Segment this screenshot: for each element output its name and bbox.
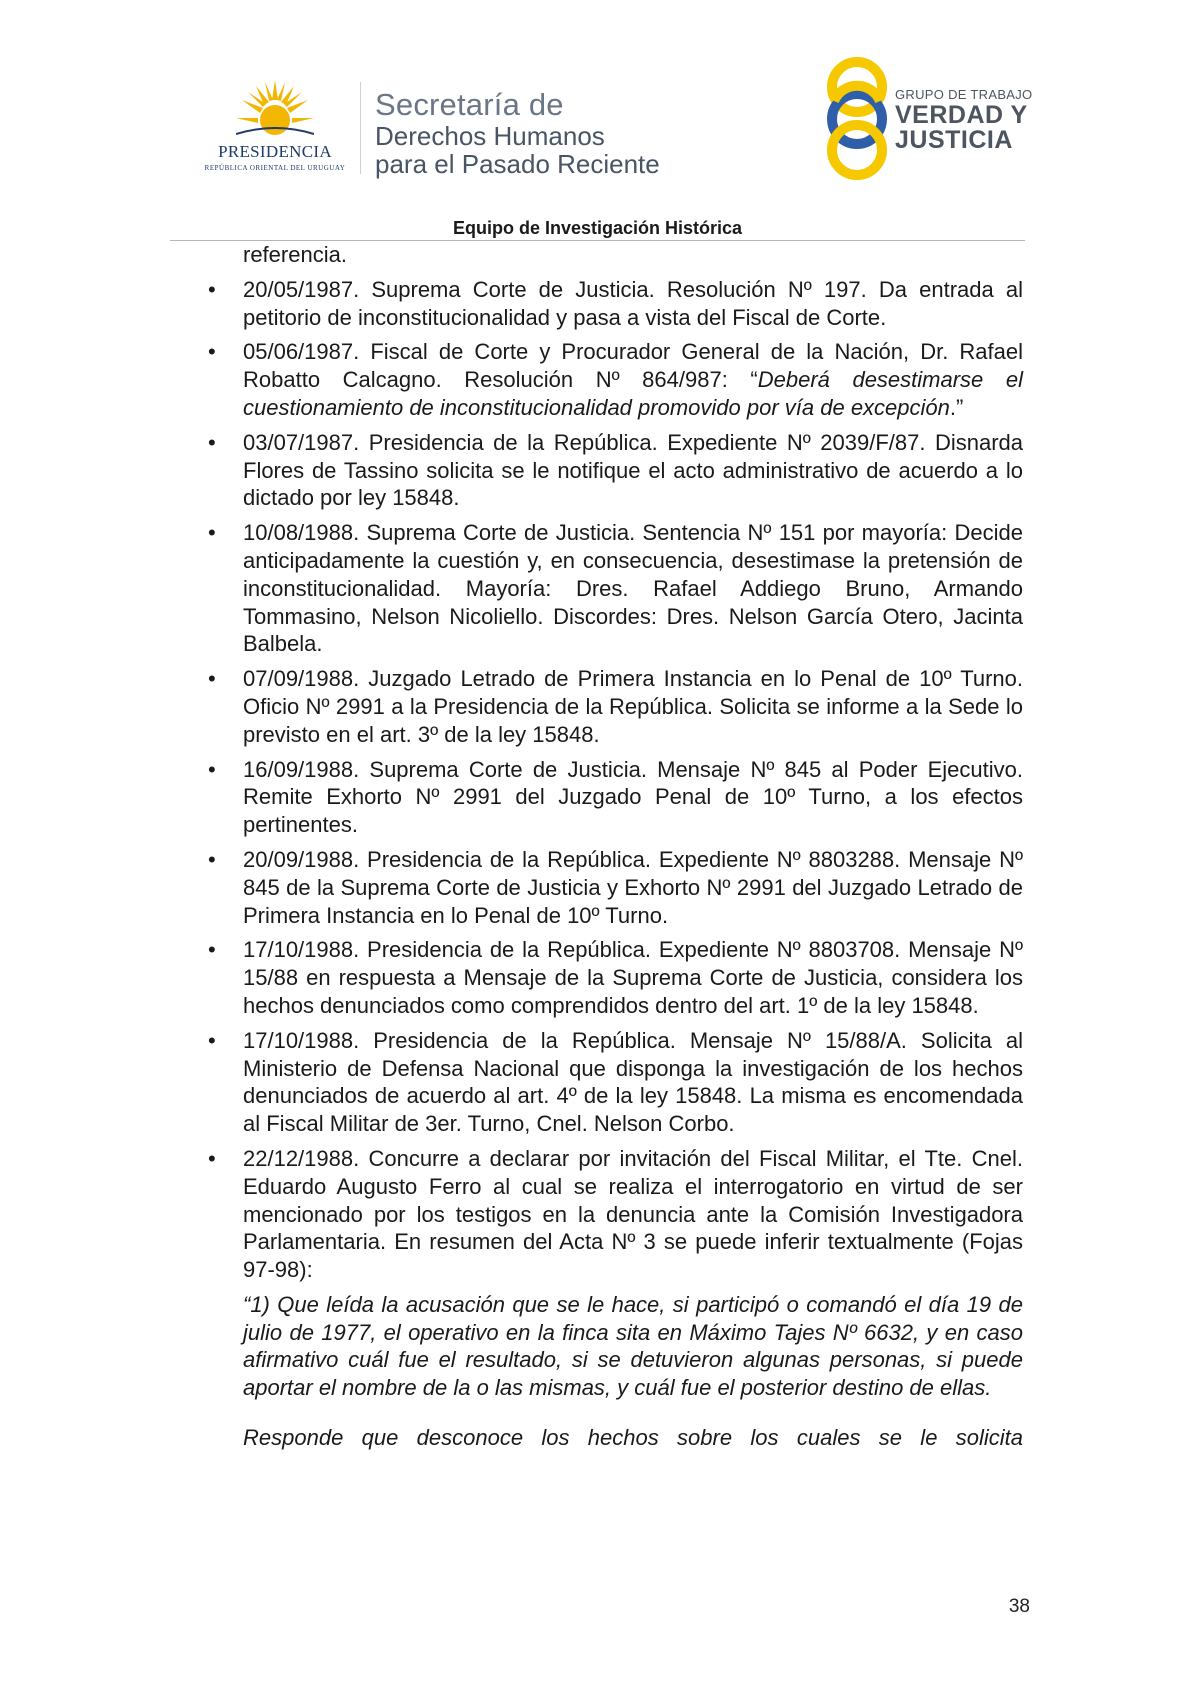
sun-icon	[236, 78, 314, 140]
secretaria-line3: para el Pasado Reciente	[375, 149, 660, 179]
team-title: Equipo de Investigación Histórica	[452, 218, 743, 238]
list-item: • 17/10/1988. Presidencia de la República. Expediente Nº 8803708. Mensaje Nº 15/88 en respuesta a Mensaje de la Suprema Corte de Justicia, considera los hechos denunciados como comprendidos dentro del art. 1º de la ley 15848.	[208, 937, 1023, 1018]
page-number: 38	[1008, 1596, 1030, 1617]
grupo-line1: GRUPO DE TRABAJO	[895, 87, 1033, 102]
quoted-paragraph: “1) Que leída la acusación que se le hace, si participó o comandó el día 19 de julio de 1977, el operativo en la finca sita en Máximo Tajes Nº 6632, y en caso afirmativo cuál fue el resultado, si se detuvieron algunas personas, si puede aportar el nombre de la o las mismas, y cuál fue el posterior destino de ellas.	[243, 1291, 1023, 1401]
bullet-icon: •	[208, 429, 216, 455]
bullet-icon: •	[208, 339, 216, 365]
list-item: • 20/05/1987. Suprema Corte de Justicia. Resolución Nº 197. Da entrada al petitorio de inconstitucionalidad y pasa a vista del Fiscal de Corte.	[208, 276, 1023, 330]
list-item: • 17/10/1988. Presidencia de la República. Mensaje Nº 15/88/A. Solicita al Ministerio de Defensa Nacional que disponga la investigación de los hechos denunciados de acuerdo al art. 4º de la ley 15848. La misma es encomendada al Fiscal Militar de 3er. Turno, Cnel. Nelson Corbo.	[208, 1027, 1023, 1137]
presidencia-logo	[196, 78, 354, 178]
bullet-icon: •	[208, 756, 216, 782]
verdad-justicia-rings-icon	[822, 56, 892, 181]
secretaria-line2: Derechos Humanos	[375, 121, 605, 151]
bullet-icon: •	[208, 1145, 216, 1171]
presidencia-subtitle: REPÚBLICA ORIENTAL DEL URUGUAY	[204, 164, 346, 172]
presidencia-name: PRESIDENCIA	[218, 142, 332, 161]
page-header	[0, 0, 1190, 238]
list-item: • 07/09/1988. Juzgado Letrado de Primera Instancia en lo Penal de 10º Turno. Oficio Nº 2991 a la Presidencia de la República. Solicita se informe a la Sede lo previsto en el art. 3º de la ley 15848.	[208, 666, 1023, 747]
chronology-list	[200, 276, 1023, 1284]
list-item: • 05/06/1987. Fiscal de Corte y Procurador General de la Nación, Dr. Rafael Robatto Calcagno. Resolución Nº 864/987: “Deberá desestimarse el cuestionamiento de inconstitucionalidad promovido por vía de excepción.”	[208, 339, 1023, 420]
secretaria-name	[375, 88, 660, 178]
grupo-line2: VERDAD Y	[895, 101, 1028, 129]
bullet-icon: •	[208, 666, 216, 692]
bullet-icon: •	[208, 937, 216, 963]
quoted-resolution: Deberá desestimarse el cuestionamiento de inconstitucionalidad promovido por vía de excepción	[243, 367, 1023, 420]
secretaria-line1: Secretaría de	[375, 87, 564, 122]
continuation-text: referencia.	[243, 242, 347, 267]
list-item: • 20/09/1988. Presidencia de la República. Expediente Nº 8803288. Mensaje Nº 845 de la Suprema Corte de Justicia y Exhorto Nº 2991 del Juzgado Letrado de Primera Instancia en lo Penal de 10º Turno.	[208, 846, 1023, 928]
bullet-icon: •	[208, 1027, 216, 1053]
bullet-icon: •	[208, 276, 216, 302]
list-item: • 22/12/1988. Concurre a declarar por invitación del Fiscal Militar, el Tte. Cnel. Eduardo Augusto Ferro al cual se realiza el interrogatorio en virtud de ser mencionado por los testigos en la denuncia ante la Comisión Investigadora Parlamentaria. En resumen del Acta Nº 3 se puede inferir textualmente (Fojas 97-98):	[208, 1145, 1023, 1283]
bullet-icon: •	[208, 846, 216, 872]
list-item: • 16/09/1988. Suprema Corte de Justicia. Mensaje Nº 845 al Poder Ejecutivo. Remite Exhorto Nº 2991 del Juzgado Penal de 10º Turno, a los efectos pertinentes.	[208, 756, 1023, 838]
bullet-icon: •	[208, 520, 216, 546]
header-divider	[360, 82, 361, 174]
quoted-paragraph: Responde que desconoce los hechos sobre los cuales se le solicita	[243, 1425, 1023, 1451]
grupo-trabajo-label	[895, 87, 1032, 153]
list-item: • 10/08/1988. Suprema Corte de Justicia. Sentencia Nº 151 por mayoría: Decide anticipadamente la cuestión y, en consecuencia, desestimase la pretensión de inconstitucionalidad. Mayoría: Dres. Rafael Addiego Bruno, Armando Tommasino, Nelson Nicoliello. Discordes: Dres. Nelson García Otero, Jacinta Balbela.	[208, 520, 1023, 657]
document-body	[200, 241, 1023, 1459]
list-item: • 03/07/1987. Presidencia de la República. Expediente Nº 2039/F/87. Disnarda Flores de Tassino solicita se le notifique el acto administrativo de acuerdo a lo dictado por ley 15848.	[208, 429, 1023, 511]
grupo-line3: JUSTICIA	[895, 126, 1013, 154]
